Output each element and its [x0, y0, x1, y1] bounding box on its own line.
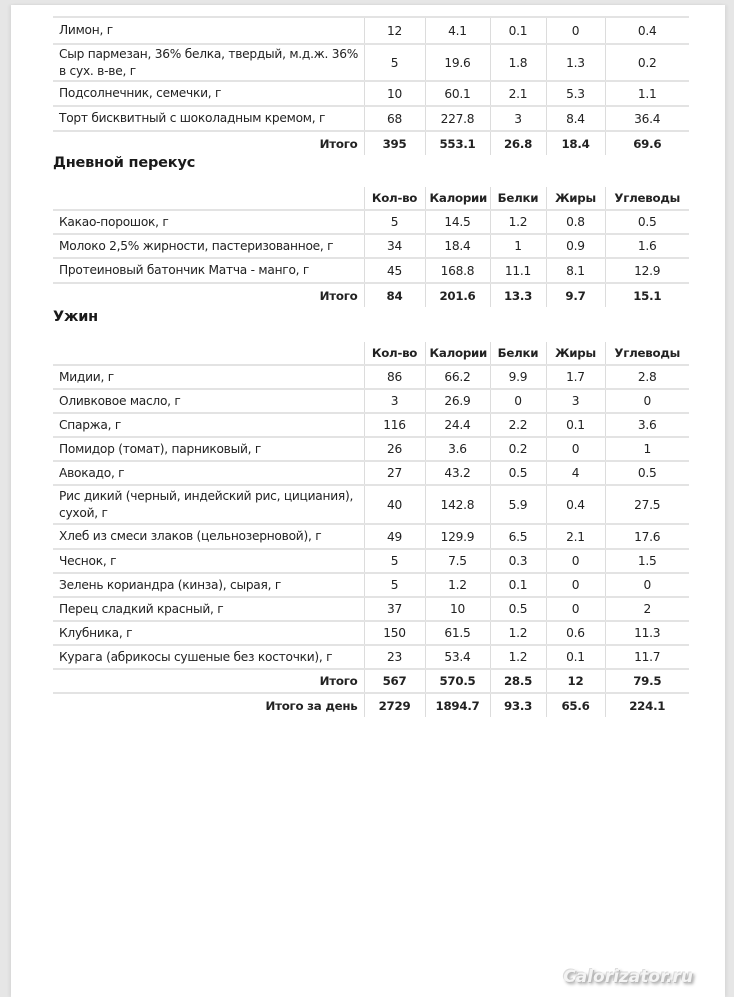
food-row [53, 437, 689, 461]
food-row [53, 645, 689, 669]
meal-total-row [53, 283, 689, 307]
food-row [53, 524, 689, 549]
food-fat: 0 [546, 549, 605, 573]
food-protein: 2.2 [490, 413, 546, 437]
food-protein: 11.1 [490, 258, 546, 283]
day-total-calories: 1894.7 [425, 693, 490, 717]
food-row [53, 210, 689, 234]
food-name: Лимон, г [53, 17, 364, 44]
food-row [53, 485, 689, 524]
day-total-row [53, 693, 689, 717]
food-fat: 0 [546, 17, 605, 44]
total-protein: 26.8 [490, 131, 546, 155]
food-qty: 12 [364, 17, 425, 44]
food-qty: 86 [364, 365, 425, 389]
food-calories: 4.1 [425, 17, 490, 44]
food-carbs: 17.6 [605, 524, 689, 549]
calorizator-watermark: Calorizator.ru [563, 967, 693, 987]
food-name: Хлеб из смеси злаков (цельнозерновой), г [53, 524, 364, 549]
food-protein: 0.5 [490, 597, 546, 621]
food-qty: 150 [364, 621, 425, 645]
food-name: Спаржа, г [53, 413, 364, 437]
food-protein: 1.2 [490, 645, 546, 669]
document-page [11, 5, 725, 997]
food-fat: 0.1 [546, 413, 605, 437]
food-calories: 53.4 [425, 645, 490, 669]
column-header-calories: Калории [425, 342, 490, 365]
food-row [53, 573, 689, 597]
food-calories: 3.6 [425, 437, 490, 461]
food-fat: 8.4 [546, 106, 605, 131]
meal-table-previous [53, 16, 689, 155]
food-name: Чеснок, г [53, 549, 364, 573]
total-label: Итого [319, 674, 358, 688]
food-carbs: 1 [605, 437, 689, 461]
food-protein: 2.1 [490, 81, 546, 106]
food-qty: 34 [364, 234, 425, 258]
food-row [53, 389, 689, 413]
food-carbs: 11.7 [605, 645, 689, 669]
food-qty: 3 [364, 389, 425, 413]
column-header-carbs: Углеводы [605, 187, 689, 210]
food-fat: 0.9 [546, 234, 605, 258]
food-row [53, 17, 689, 44]
food-carbs: 1.1 [605, 81, 689, 106]
food-calories: 66.2 [425, 365, 490, 389]
total-qty: 395 [364, 131, 425, 155]
total-carbs: 15.1 [605, 283, 689, 307]
food-name: Перец сладкий красный, г [53, 597, 364, 621]
food-calories: 24.4 [425, 413, 490, 437]
column-header-fat: Жиры [546, 342, 605, 365]
food-calories: 10 [425, 597, 490, 621]
food-qty: 45 [364, 258, 425, 283]
food-carbs: 27.5 [605, 485, 689, 524]
food-row [53, 258, 689, 283]
meal-total-row [53, 131, 689, 155]
food-name: Курага (абрикосы сушеные без косточки), г [53, 645, 364, 669]
food-fat: 0.1 [546, 645, 605, 669]
food-name: Авокадо, г [53, 461, 364, 485]
column-header-carbs: Углеводы [605, 342, 689, 365]
total-carbs: 69.6 [605, 131, 689, 155]
food-carbs: 12.9 [605, 258, 689, 283]
food-carbs: 0.5 [605, 210, 689, 234]
food-row [53, 461, 689, 485]
total-protein: 28.5 [490, 669, 546, 693]
food-fat: 1.3 [546, 44, 605, 81]
food-calories: 7.5 [425, 549, 490, 573]
food-carbs: 0.5 [605, 461, 689, 485]
food-protein: 0.1 [490, 573, 546, 597]
food-name: Протеиновый батончик Матча - манго, г [53, 258, 364, 283]
food-qty: 26 [364, 437, 425, 461]
total-calories: 570.5 [425, 669, 490, 693]
food-name: Зелень кориандра (кинза), сырая, г [53, 573, 364, 597]
food-carbs: 1.5 [605, 549, 689, 573]
food-protein: 0 [490, 389, 546, 413]
total-calories: 553.1 [425, 131, 490, 155]
food-protein: 1.2 [490, 621, 546, 645]
food-fat: 0.8 [546, 210, 605, 234]
food-name: Сыр пармезан, 36% белка, твердый, м.д.ж. 36% в сух. в-ве, г [53, 44, 364, 81]
food-fat: 0.4 [546, 485, 605, 524]
column-header-calories: Калории [425, 187, 490, 210]
food-qty: 5 [364, 549, 425, 573]
food-fat: 0 [546, 437, 605, 461]
food-carbs: 0 [605, 573, 689, 597]
food-name: Какао-порошок, г [53, 210, 364, 234]
food-calories: 129.9 [425, 524, 490, 549]
day-total-label: Итого за день [53, 693, 364, 717]
table-header-row [53, 187, 689, 210]
food-calories: 14.5 [425, 210, 490, 234]
day-total-protein: 93.3 [490, 693, 546, 717]
food-calories: 61.5 [425, 621, 490, 645]
food-calories: 26.9 [425, 389, 490, 413]
food-row [53, 413, 689, 437]
food-carbs: 1.6 [605, 234, 689, 258]
total-qty: 84 [364, 283, 425, 307]
food-carbs: 3.6 [605, 413, 689, 437]
food-name: Рис дикий (черный, индейский рис, цициания), сухой, г [53, 485, 364, 524]
column-header-fat: Жиры [546, 187, 605, 210]
food-name: Молоко 2,5% жирности, пастеризованное, г [53, 234, 364, 258]
food-protein: 0.5 [490, 461, 546, 485]
food-carbs: 2.8 [605, 365, 689, 389]
food-fat: 2.1 [546, 524, 605, 549]
food-carbs: 2 [605, 597, 689, 621]
food-fat: 3 [546, 389, 605, 413]
food-fat: 0 [546, 573, 605, 597]
meal-table-snack [53, 187, 689, 307]
food-fat: 0.6 [546, 621, 605, 645]
food-row [53, 621, 689, 645]
food-qty: 49 [364, 524, 425, 549]
table-header-row [53, 342, 689, 365]
total-fat: 18.4 [546, 131, 605, 155]
food-name: Торт бисквитный с шоколадным кремом, г [53, 106, 364, 131]
food-protein: 0.3 [490, 549, 546, 573]
food-fat: 1.7 [546, 365, 605, 389]
column-header-protein: Белки [490, 187, 546, 210]
food-calories: 18.4 [425, 234, 490, 258]
food-protein: 1.8 [490, 44, 546, 81]
food-row [53, 234, 689, 258]
food-name: Мидии, г [53, 365, 364, 389]
food-protein: 5.9 [490, 485, 546, 524]
food-fat: 8.1 [546, 258, 605, 283]
column-header-protein: Белки [490, 342, 546, 365]
food-calories: 19.6 [425, 44, 490, 81]
food-qty: 10 [364, 81, 425, 106]
total-carbs: 79.5 [605, 669, 689, 693]
food-calories: 60.1 [425, 81, 490, 106]
day-total-carbs: 224.1 [605, 693, 689, 717]
food-qty: 27 [364, 461, 425, 485]
food-row [53, 81, 689, 106]
total-protein: 13.3 [490, 283, 546, 307]
food-qty: 5 [364, 210, 425, 234]
food-qty: 23 [364, 645, 425, 669]
total-qty: 567 [364, 669, 425, 693]
food-row [53, 106, 689, 131]
day-total-fat: 65.6 [546, 693, 605, 717]
food-protein: 1 [490, 234, 546, 258]
food-row [53, 597, 689, 621]
section-title-snack: Дневной перекус [53, 155, 196, 171]
food-name: Подсолнечник, семечки, г [53, 81, 364, 106]
food-calories: 142.8 [425, 485, 490, 524]
total-label: Итого [319, 136, 358, 151]
section-title-dinner: Ужин [53, 309, 98, 325]
food-name: Помидор (томат), парниковый, г [53, 437, 364, 461]
food-qty: 5 [364, 573, 425, 597]
food-name: Клубника, г [53, 621, 364, 645]
food-row [53, 365, 689, 389]
total-fat: 12 [546, 669, 605, 693]
food-protein: 0.1 [490, 17, 546, 44]
food-name: Оливковое масло, г [53, 389, 364, 413]
food-protein: 1.2 [490, 210, 546, 234]
food-carbs: 11.3 [605, 621, 689, 645]
food-calories: 168.8 [425, 258, 490, 283]
column-header-qty: Кол-во [364, 342, 425, 365]
food-protein: 6.5 [490, 524, 546, 549]
food-qty: 37 [364, 597, 425, 621]
food-qty: 68 [364, 106, 425, 131]
food-row [53, 44, 689, 81]
column-header-qty: Кол-во [364, 187, 425, 210]
day-total-qty: 2729 [364, 693, 425, 717]
food-fat: 4 [546, 461, 605, 485]
food-protein: 9.9 [490, 365, 546, 389]
meal-table-dinner [53, 342, 689, 717]
food-qty: 116 [364, 413, 425, 437]
food-fat: 5.3 [546, 81, 605, 106]
food-protein: 3 [490, 106, 546, 131]
food-calories: 1.2 [425, 573, 490, 597]
food-qty: 5 [364, 44, 425, 81]
food-carbs: 0.2 [605, 44, 689, 81]
food-calories: 43.2 [425, 461, 490, 485]
meal-total-row [53, 669, 689, 693]
food-qty: 40 [364, 485, 425, 524]
food-carbs: 36.4 [605, 106, 689, 131]
food-row [53, 549, 689, 573]
total-label: Итого [319, 288, 358, 303]
food-calories: 227.8 [425, 106, 490, 131]
food-protein: 0.2 [490, 437, 546, 461]
food-carbs: 0 [605, 389, 689, 413]
total-fat: 9.7 [546, 283, 605, 307]
food-carbs: 0.4 [605, 17, 689, 44]
food-fat: 0 [546, 597, 605, 621]
total-calories: 201.6 [425, 283, 490, 307]
